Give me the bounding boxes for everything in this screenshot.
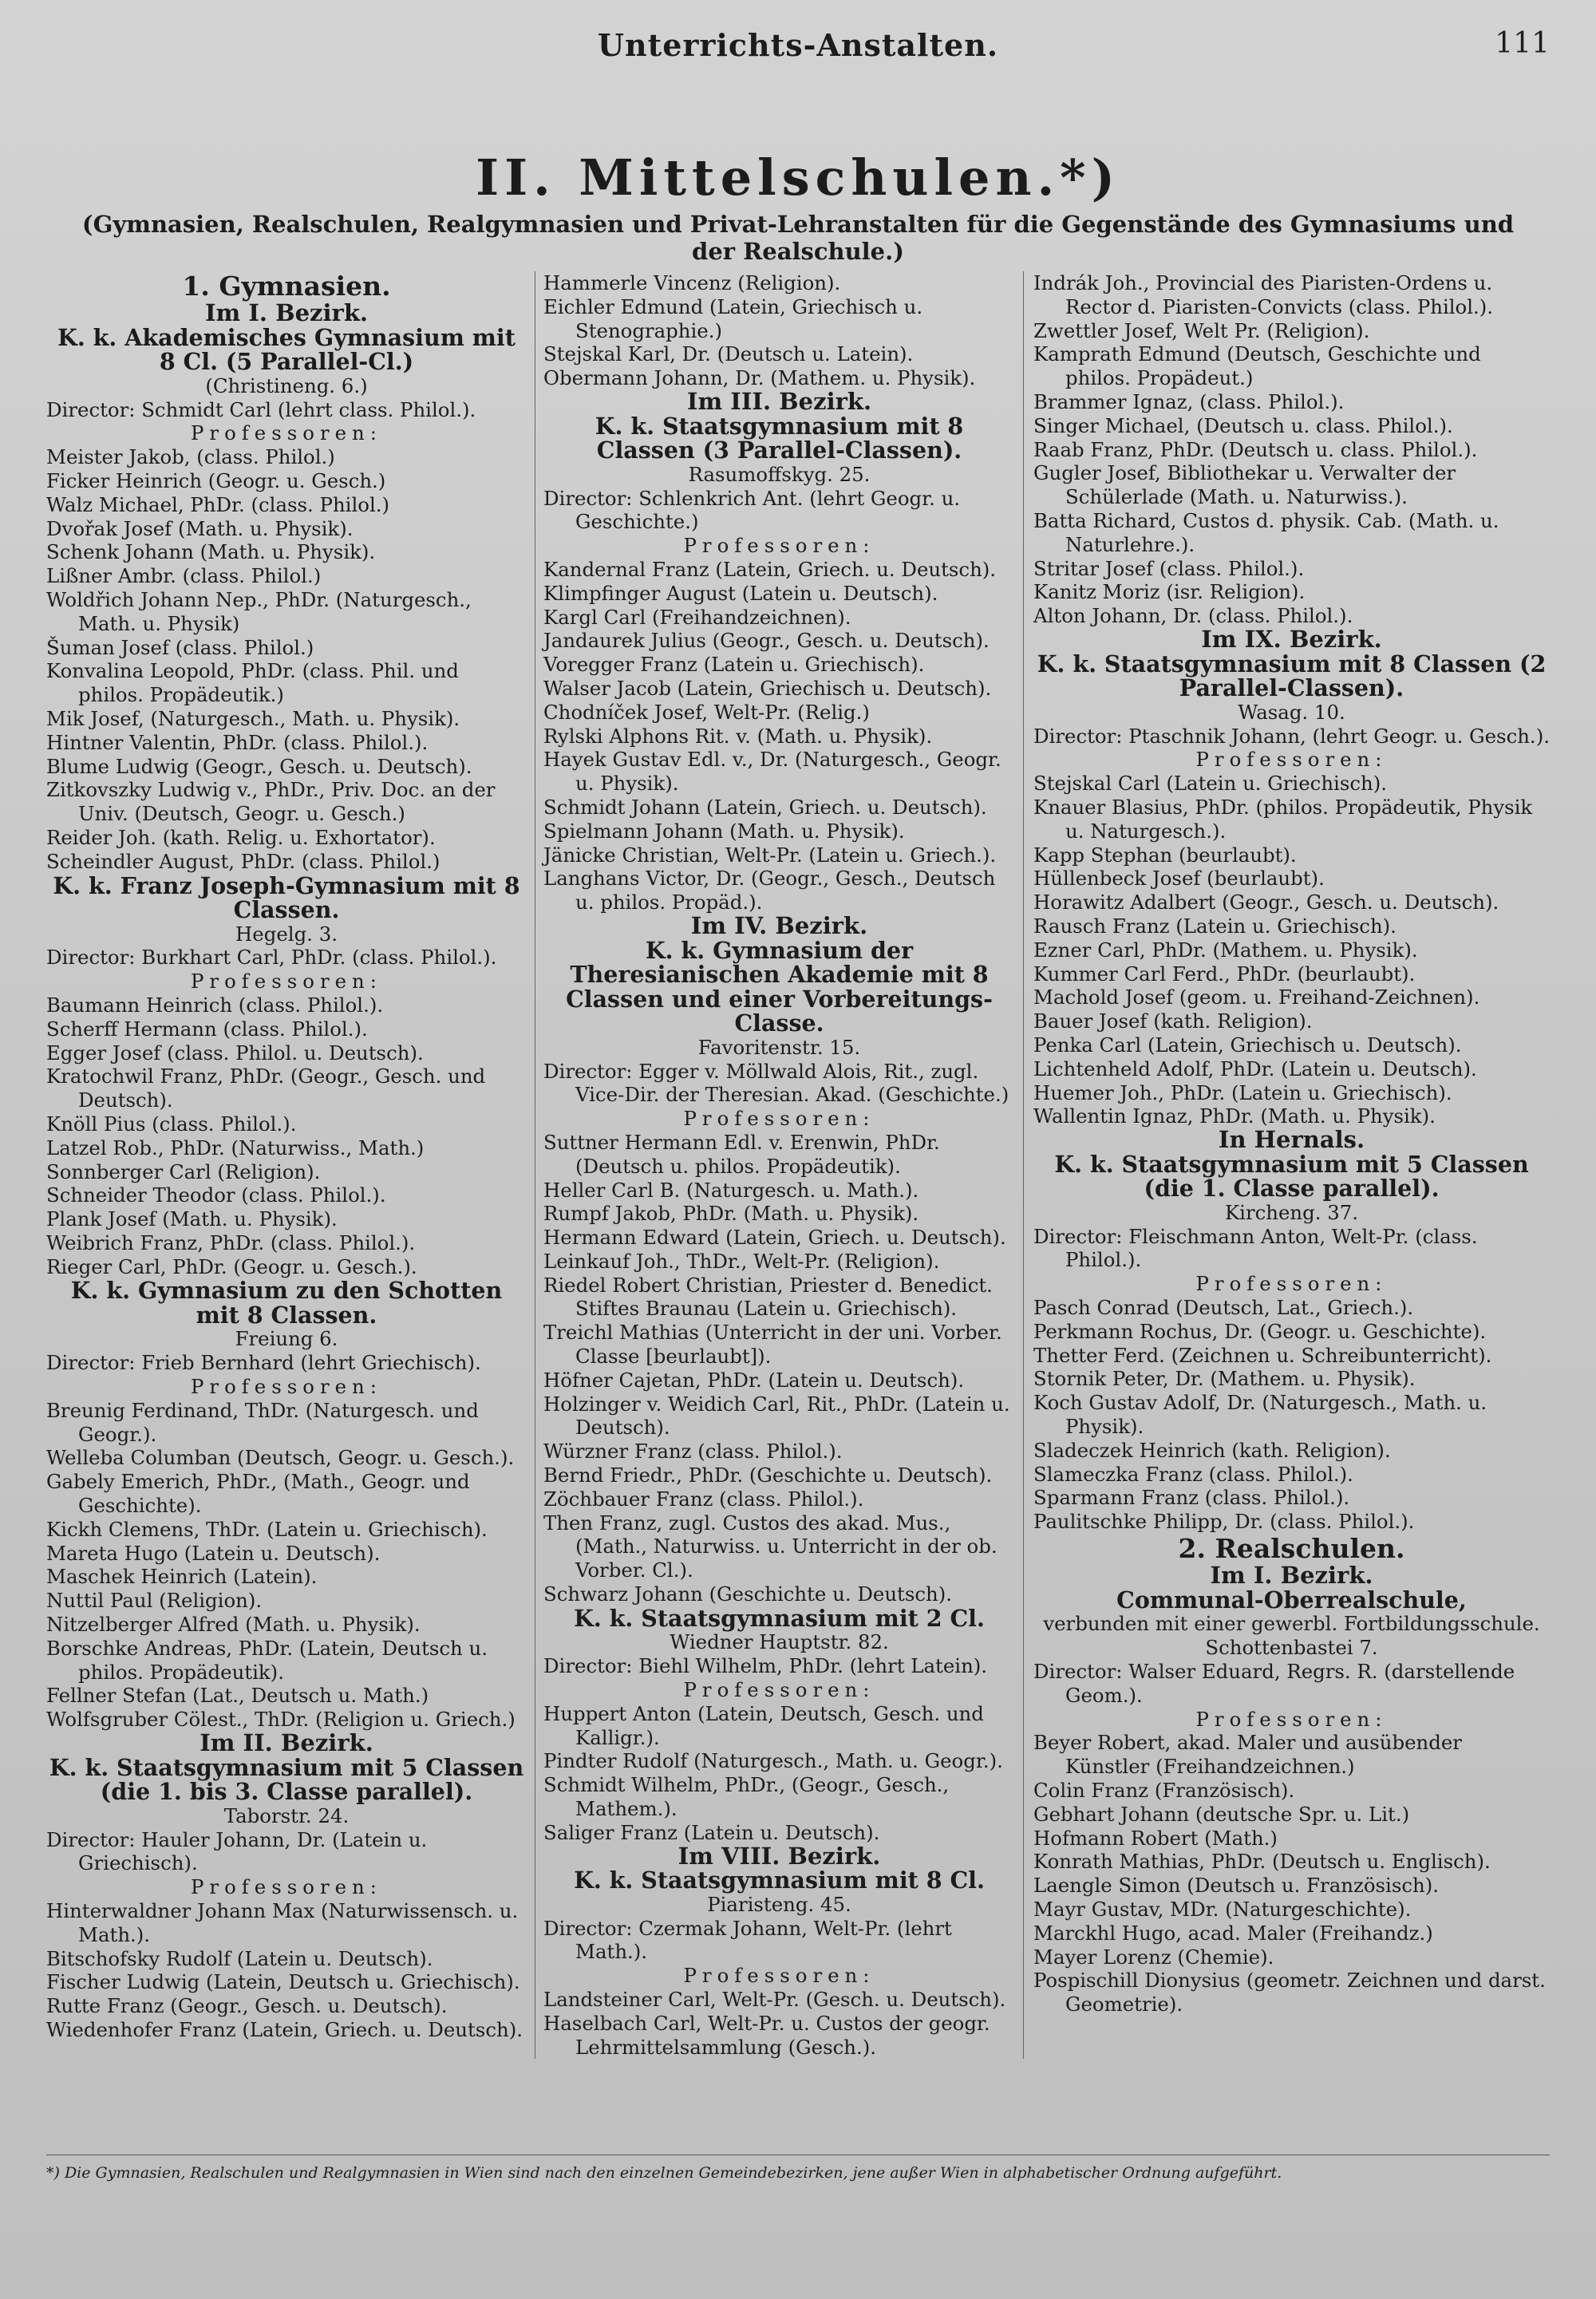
school-heading: K. k. Staatsgymnasium mit 2 Cl.: [574, 1604, 985, 1632]
professor-entry: Maschek Heinrich (Latein).: [46, 1565, 318, 1589]
professor-entry: Weibrich Franz, PhDr. (class. Philol.).: [46, 1230, 416, 1254]
professor-entry: Egger Josef (class. Philol. u. Deutsch).: [46, 1041, 424, 1065]
professor-entry: Kickh Clemens, ThDr. (Latein u. Griechisch).: [46, 1517, 488, 1541]
professor-entry: Hüllenbeck Josef (beurlaubt).: [1033, 867, 1325, 891]
school-heading: K. k. Staatsgymnasium mit 8 Classen (2 Parallel-Classen).: [1037, 650, 1547, 702]
professor-entry: Riedel Robert Christian, Priester d. Benedict. Stiftes Braunau (Latein u. Griechisch).: [543, 1273, 993, 1321]
professor-entry: Zitkovszky Ludwig v., PhDr., Priv. Doc. an der Univ. (Deutsch, Geogr. u. Gesch.): [46, 778, 496, 826]
professor-entry: Fellner Stefan (Lat., Deutsch u. Math.): [46, 1684, 429, 1708]
school-address: verbunden mit einer gewerbl. Fortbildungsschule.: [1043, 1612, 1540, 1636]
professor-entry: Stritar Josef (class. Philol.).: [1033, 556, 1305, 580]
professor-entry: Klimpfinger August (Latein u. Deutsch).: [543, 581, 938, 605]
professor-entry: Beyer Robert, akad. Maler und ausübender Künstler (Freihandzeichnen.): [1033, 1731, 1462, 1779]
professor-entry: Treichl Mathias (Unterricht in der uni. Vorber. Classe [beurlaubt]).: [543, 1321, 1002, 1369]
professor-entry: Voregger Franz (Latein u. Griechisch).: [543, 653, 925, 677]
professor-entry: Huppert Anton (Latein, Deutsch, Gesch. und Kalligr.).: [543, 1701, 984, 1749]
professors-label: Professoren:: [191, 1875, 382, 1899]
professor-entry: Paulitschke Philipp, Dr. (class. Philol.).: [1033, 1510, 1415, 1534]
school-address: Favoritenstr. 15.: [697, 1035, 861, 1059]
professor-entry: Pospischill Dionysius (geometr. Zeichnen und darst. Geometrie).: [1033, 1969, 1546, 2017]
professor-entry: Rieger Carl, PhDr. (Geogr. u. Gesch.).: [46, 1254, 417, 1278]
professor-entry: Mik Josef, (Naturgesch., Math. u. Physik).: [46, 706, 460, 730]
column-2: [535, 271, 1023, 2059]
director-entry: Director: Frieb Bernhard (lehrt Griechisch).: [46, 1351, 481, 1375]
professor-entry: Dvořak Josef (Math. u. Physik).: [46, 516, 354, 540]
professor-entry: Blume Ludwig (Geogr., Gesch. u. Deutsch).: [46, 754, 472, 778]
school-heading: K. k. Staatsgymnasium mit 5 Classen (die 1. Classe parallel).: [1054, 1150, 1529, 1203]
professor-entry: Kratochwil Franz, PhDr. (Geogr., Gesch. und Deutsch).: [46, 1065, 486, 1112]
professor-entry: Wolfsgruber Cölest., ThDr. (Religion u. Griech.): [46, 1708, 516, 1732]
district-heading: Im VIII. Bezirk.: [678, 1842, 881, 1870]
professor-entry: Suttner Hermann Edl. v. Erenwin, PhDr. (Deutsch u. philos. Propädeutik).: [543, 1130, 940, 1178]
district-heading: Im IX. Bezirk.: [1201, 625, 1382, 653]
professor-entry: Woldřich Johann Nep., PhDr. (Naturgesch., Math. u. Physik): [46, 587, 472, 635]
professor-entry: Slameczka Franz (class. Philol.).: [1033, 1462, 1353, 1486]
professor-entry: Horawitz Adalbert (Geogr., Gesch. u. Deutsch).: [1033, 891, 1499, 914]
director-entry: Director: Czermak Johann, Welt-Pr. (lehrt Math.).: [543, 1916, 952, 1964]
director-entry: Director: Burkhart Carl, PhDr. (class. Philol.).: [46, 946, 497, 970]
professor-entry: Marckhl Hugo, acad. Maler (Freihandz.): [1033, 1921, 1433, 1945]
professor-entry: Gabely Emerich, PhDr., (Math., Geogr. und Geschichte).: [46, 1470, 470, 1518]
professor-entry: Then Franz, zugl. Custos des akad. Mus., (Math., Naturwiss. u. Unterricht in der ob. Vorber. Cl.).: [543, 1511, 998, 1582]
professor-entry: Indrák Joh., Provincial des Piaristen-Ordens u. Rector d. Piaristen-Convicts (class. Philol.).: [1033, 271, 1494, 318]
page-number: 111: [1495, 27, 1550, 60]
professor-entry: Kandernal Franz (Latein, Griech. u. Deutsch).: [543, 557, 997, 581]
district-heading: Im III. Bezirk.: [686, 387, 872, 415]
school-heading: Communal-Oberrealschule,: [1116, 1586, 1467, 1614]
school-address: Kircheng. 37.: [1224, 1200, 1359, 1224]
school-address: Taborstr. 24.: [223, 1803, 350, 1827]
professor-entry: Meister Jakob, (class. Philol.): [46, 445, 335, 469]
professor-entry: Nitzelberger Alfred (Math. u. Physik).: [46, 1613, 421, 1637]
director-entry: Director: Ptaschnik Johann, (lehrt Geogr. u. Gesch.).: [1033, 724, 1550, 748]
school-address: Hegelg. 3.: [235, 922, 338, 946]
professor-entry: Chodníček Josef, Welt-Pr. (Relig.): [543, 700, 870, 724]
professor-entry: Batta Richard, Custos d. physik. Cab. (Math. u. Naturlehre.).: [1033, 508, 1499, 556]
professor-entry: Breunig Ferdinand, ThDr. (Naturgesch. und Geogr.).: [46, 1398, 479, 1446]
professor-entry: Hermann Edward (Latein, Griech. u. Deutsch).: [543, 1226, 1006, 1250]
district-heading: Im II. Bezirk.: [200, 1729, 373, 1757]
column-3: [1023, 271, 1550, 2059]
professors-label: Professoren:: [1195, 748, 1388, 772]
running-title: Unterrichts-Anstalten.: [597, 27, 999, 63]
running-header: [46, 24, 1550, 72]
professor-entry: Knöll Pius (class. Philol.).: [46, 1112, 297, 1136]
professors-label: Professoren:: [1195, 1707, 1388, 1731]
professor-entry: Sonnberger Carl (Religion).: [46, 1159, 321, 1183]
school-address: Wiedner Hauptstr. 82.: [670, 1630, 889, 1654]
professor-entry: Zwettler Josef, Welt Pr. (Religion).: [1033, 318, 1370, 342]
professor-entry: Schmidt Wilhelm, PhDr., (Geogr., Gesch., Mathem.).: [543, 1773, 950, 1820]
professor-entry: Schwarz Johann (Geschichte u. Deutsch).: [543, 1582, 952, 1606]
professor-entry: Saliger Franz (Latein u. Deutsch).: [543, 1820, 880, 1844]
professor-entry: Penka Carl (Latein, Griechisch u. Deutsch).: [1033, 1033, 1462, 1057]
school-heading: K. k. Staatsgymnasium mit 8 Classen (3 Parallel-Classen).: [595, 412, 964, 464]
professor-entry: Koch Gustav Adolf, Dr. (Naturgesch., Math. u. Physik).: [1033, 1391, 1487, 1439]
category-heading: 1. Gymnasien.: [182, 271, 391, 302]
school-address: Rasumoffskyg. 25.: [688, 462, 871, 486]
school-address: Schottenbastei 7.: [1205, 1636, 1378, 1660]
professor-entry: Pasch Conrad (Deutsch, Lat., Griech.).: [1033, 1296, 1414, 1320]
district-heading: In Hernals.: [1218, 1126, 1365, 1154]
professors-label: Professoren:: [191, 970, 382, 993]
professors-label: Professoren:: [191, 421, 382, 445]
professor-entry: Mayer Lorenz (Chemie).: [1033, 1945, 1274, 1969]
professor-entry: Bitschofsky Rudolf (Latein u. Deutsch).: [46, 1946, 433, 1970]
professor-entry: Zöchbauer Franz (class. Philol.).: [543, 1487, 864, 1511]
professor-entry: Hofmann Robert (Math.): [1033, 1826, 1278, 1850]
professor-entry: Welleba Columban (Deutsch, Geogr. u. Gesch.).: [46, 1446, 515, 1470]
professor-entry: Raab Franz, PhDr. (Deutsch u. class. Philol.).: [1033, 437, 1478, 461]
professor-entry: Bernd Friedr., PhDr. (Geschichte u. Deutsch).: [543, 1464, 993, 1487]
professor-entry: Rutte Franz (Geogr., Gesch. u. Deutsch).: [46, 1994, 448, 2018]
district-heading: Im I. Bezirk.: [1210, 1562, 1373, 1590]
professor-entry: Laengle Simon (Deutsch u. Französisch).: [1033, 1874, 1439, 1898]
professor-entry: Höfner Cajetan, PhDr. (Latein u. Deutsch).: [543, 1368, 965, 1392]
professor-entry: Würzner Franz (class. Philol.).: [543, 1440, 843, 1464]
director-entry: Director: Egger v. Möllwald Alois, Rit., zugl. Vice-Dir. der Theresian. Akad. (Geschichte.): [543, 1059, 1009, 1107]
professor-entry: Stejskal Carl (Latein u. Griechisch).: [1033, 772, 1387, 796]
professor-entry: Kummer Carl Ferd., PhDr. (beurlaubt).: [1033, 962, 1416, 986]
professor-entry: Pindter Rudolf (Naturgesch., Math. u. Geogr.).: [543, 1749, 1003, 1773]
professor-entry: Wiedenhofer Franz (Latein, Griech. u. Deutsch).: [46, 2018, 523, 2041]
school-address: (Christineng. 6.): [205, 373, 368, 397]
professors-label: Professoren:: [683, 1964, 875, 1988]
professors-label: Professoren:: [683, 1677, 875, 1701]
professor-entry: Kargl Carl (Freihandzeichnen).: [543, 605, 851, 629]
professor-entry: Schneider Theodor (class. Philol.).: [46, 1183, 386, 1207]
professor-entry: Holzinger v. Weidich Carl, Rit., PhDr. (Latein u. Deutsch).: [543, 1392, 1010, 1440]
professor-entry: Latzel Rob., PhDr. (Naturwiss., Math.): [46, 1136, 425, 1159]
professor-entry: Šuman Josef (class. Philol.): [46, 635, 314, 659]
director-entry: Director: Schmidt Carl (lehrt class. Philol.).: [46, 397, 476, 421]
school-address: Wasag. 10.: [1238, 700, 1345, 724]
professor-entry: Jandaurek Julius (Geogr., Gesch. u. Deutsch).: [543, 629, 990, 653]
professor-entry: Leinkauf Joh., ThDr., Welt-Pr. (Religion).: [543, 1249, 940, 1273]
professor-entry: Borschke Andreas, PhDr. (Latein, Deutsch u. philos. Propädeutik).: [46, 1636, 488, 1684]
professor-entry: Ezner Carl, PhDr. (Mathem. u. Physik).: [1033, 938, 1418, 962]
professor-entry: Jänicke Christian, Welt-Pr. (Latein u. Griech.).: [543, 843, 997, 867]
district-heading: Im I. Bezirk.: [204, 299, 369, 326]
school-heading: K. k. Akademisches Gymnasium mit 8 Cl. (5 Parallel-Cl.): [57, 323, 516, 376]
professor-entry: Lißner Ambr. (class. Philol.): [46, 564, 322, 588]
professor-entry: Plank Josef (Math. u. Physik).: [46, 1207, 338, 1231]
professor-entry: Nuttil Paul (Religion).: [46, 1589, 263, 1613]
professor-entry: Konrath Mathias, PhDr. (Deutsch u. Englisch).: [1033, 1850, 1491, 1874]
professor-entry: Knauer Blasius, PhDr. (philos. Propädeutik, Physik u. Naturgesch.).: [1033, 795, 1533, 843]
text-columns: [46, 271, 1550, 2059]
professor-entry: Singer Michael, (Deutsch u. class. Philol.).: [1033, 413, 1453, 437]
professor-entry: Kanitz Moriz (isr. Religion).: [1033, 580, 1306, 604]
director-entry: Director: Fleischmann Anton, Welt-Pr. (class. Philol.).: [1033, 1224, 1478, 1272]
professor-entry: Perkmann Rochus, Dr. (Geogr. u. Geschichte).: [1033, 1319, 1487, 1343]
professors-label: Professoren:: [191, 1375, 382, 1399]
professor-entry: Sladeczek Heinrich (kath. Religion).: [1033, 1438, 1391, 1462]
professor-entry: Schmidt Johann (Latein, Griech. u. Deutsch).: [543, 795, 987, 819]
professor-entry: Reider Joh. (kath. Relig. u. Exhortator).: [46, 825, 436, 849]
professor-entry: Brammer Ignaz, (class. Philol.).: [1033, 389, 1345, 413]
professor-entry: Heller Carl B. (Naturgesch. u. Math.).: [543, 1178, 919, 1202]
professor-entry: Bauer Josef (kath. Religion).: [1033, 1009, 1313, 1033]
professor-entry: Machold Josef (geom. u. Freihand-Zeichnen).: [1033, 986, 1480, 1009]
professors-label: Professoren:: [683, 534, 875, 558]
professor-entry: Alton Johann, Dr. (class. Philol.).: [1033, 604, 1353, 628]
professor-entry: Eichler Edmund (Latein, Griechisch u. Stenographie.): [543, 294, 923, 342]
professor-entry: Lichtenheld Adolf, PhDr. (Latein u. Deutsch).: [1033, 1057, 1477, 1080]
professor-entry: Hammerle Vincenz (Religion).: [543, 271, 841, 294]
professor-entry: Sparmann Franz (class. Philol.).: [1033, 1486, 1350, 1510]
professor-entry: Hayek Gustav Edl. v., Dr. (Naturgesch., Geogr. u. Physik).: [543, 748, 1001, 796]
section-title: II. Mittelschulen.*): [476, 148, 1120, 207]
professor-entry: Gugler Josef, Bibliothekar u. Verwalter der Schülerlade (Math. u. Naturwiss.).: [1033, 461, 1456, 509]
director-entry: Director: Schlenkrich Ant. (lehrt Geogr. u. Geschichte.): [543, 486, 961, 534]
professor-entry: Walser Jacob (Latein, Griechisch u. Deutsch).: [543, 676, 992, 700]
professor-entry: Landsteiner Carl, Welt-Pr. (Gesch. u. Deutsch).: [543, 1988, 1006, 2011]
professors-label: Professoren:: [1195, 1272, 1388, 1296]
school-heading: K. k. Staatsgymnasium mit 8 Cl.: [574, 1866, 985, 1894]
professor-entry: Hintner Valentin, PhDr. (class. Philol.).: [46, 730, 429, 754]
professor-entry: Huemer Joh., PhDr. (Latein u. Griechisch).: [1033, 1080, 1452, 1104]
professor-entry: Mareta Hugo (Latein u. Deutsch).: [46, 1541, 381, 1565]
professor-entry: Schenk Johann (Math. u. Physik).: [46, 540, 376, 564]
professor-entry: Obermann Johann, Dr. (Mathem. u. Physik).: [543, 366, 976, 390]
professor-entry: Hinterwaldner Johann Max (Naturwissensch. u. Math.).: [46, 1899, 519, 1946]
school-heading: K. k. Staatsgymnasium mit 5 Classen (die 1. bis 3. Classe parallel).: [49, 1753, 524, 1806]
director-entry: Director: Hauler Johann, Dr. (Latein u. Griechisch).: [46, 1827, 428, 1875]
school-heading: K. k. Gymnasium der Theresianischen Akademie mit 8 Classen und einer Vorbereitungs-Classe.: [566, 936, 993, 1037]
professor-entry: Rylski Alphons Rit. v. (Math. u. Physik).: [543, 724, 933, 748]
professor-entry: Stejskal Karl, Dr. (Deutsch u. Latein).: [543, 342, 914, 366]
professor-entry: Langhans Victor, Dr. (Geogr., Gesch., Deutsch u. philos. Propäd.).: [543, 867, 996, 914]
school-heading: K. k. Gymnasium zu den Schotten mit 8 Classen.: [70, 1277, 503, 1329]
professor-entry: Fischer Ludwig (Latein, Deutsch u. Griechisch).: [46, 1970, 520, 1994]
professors-label: Professoren:: [683, 1107, 875, 1131]
professor-entry: Konvalina Leopold, PhDr. (class. Phil. und philos. Propädeutik.): [46, 659, 459, 707]
professor-entry: Kamprath Edmund (Deutsch, Geschichte und philos. Propädeut.): [1033, 342, 1481, 390]
professor-entry: Haselbach Carl, Welt-Pr. u. Custos der geogr. Lehrmittelsammlung (Gesch.).: [543, 2011, 990, 2059]
section-subtitle: (Gymnasien, Realschulen, Realgymnasien und Privat-Lehranstalten für die Gegenstände des Gymnasiums und der Realschule.): [81, 211, 1515, 265]
professor-entry: Stornik Peter, Dr. (Mathem. u. Physik).: [1033, 1367, 1416, 1391]
director-entry: Director: Walser Eduard, Regrs. R. (darstellende Geom.).: [1033, 1659, 1515, 1707]
professor-entry: Thetter Ferd. (Zeichnen u. Schreibunterricht).: [1033, 1343, 1492, 1367]
professor-entry: Gebhart Johann (deutsche Spr. u. Lit.): [1033, 1802, 1410, 1826]
professor-entry: Spielmann Johann (Math. u. Physik).: [543, 819, 905, 843]
professor-entry: Rumpf Jakob, PhDr. (Math. u. Physik).: [543, 1202, 919, 1226]
professor-entry: Baumann Heinrich (class. Philol.).: [46, 993, 384, 1017]
professor-entry: Colin Franz (Französisch).: [1033, 1778, 1295, 1802]
professor-entry: Scheindler August, PhDr. (class. Philol.): [46, 849, 440, 873]
category-heading: 2. Realschulen.: [1178, 1533, 1405, 1565]
professor-entry: Ficker Heinrich (Geogr. u. Gesch.): [46, 468, 386, 492]
professor-entry: Wallentin Ignaz, PhDr. (Math. u. Physik).: [1033, 1104, 1436, 1128]
school-address: Piaristeng. 45.: [707, 1892, 851, 1916]
professor-entry: Kapp Stephan (beurlaubt).: [1033, 843, 1297, 867]
professor-entry: Walz Michael, PhDr. (class. Philol.): [46, 492, 390, 516]
school-heading: K. k. Franz Joseph-Gymnasium mit 8 Classen.: [53, 871, 520, 924]
school-address: Freiung 6.: [235, 1327, 338, 1351]
district-heading: Im IV. Bezirk.: [690, 911, 868, 939]
footnote: *) Die Gymnasien, Realschulen und Realgymnasien in Wien sind nach den einzelnen Gemeindebezirken, jene außer Wien in alphabetischer Ordnung aufgeführt.: [46, 2155, 1550, 2183]
column-1: [46, 271, 535, 2059]
professor-entry: Mayr Gustav, MDr. (Naturgeschichte).: [1033, 1897, 1412, 1921]
director-entry: Director: Biehl Wilhelm, PhDr. (lehrt Latein).: [543, 1654, 988, 1678]
professor-entry: Rausch Franz (Latein u. Griechisch).: [1033, 914, 1396, 938]
professor-entry: Scherff Hermann (class. Philol.).: [46, 1017, 368, 1041]
